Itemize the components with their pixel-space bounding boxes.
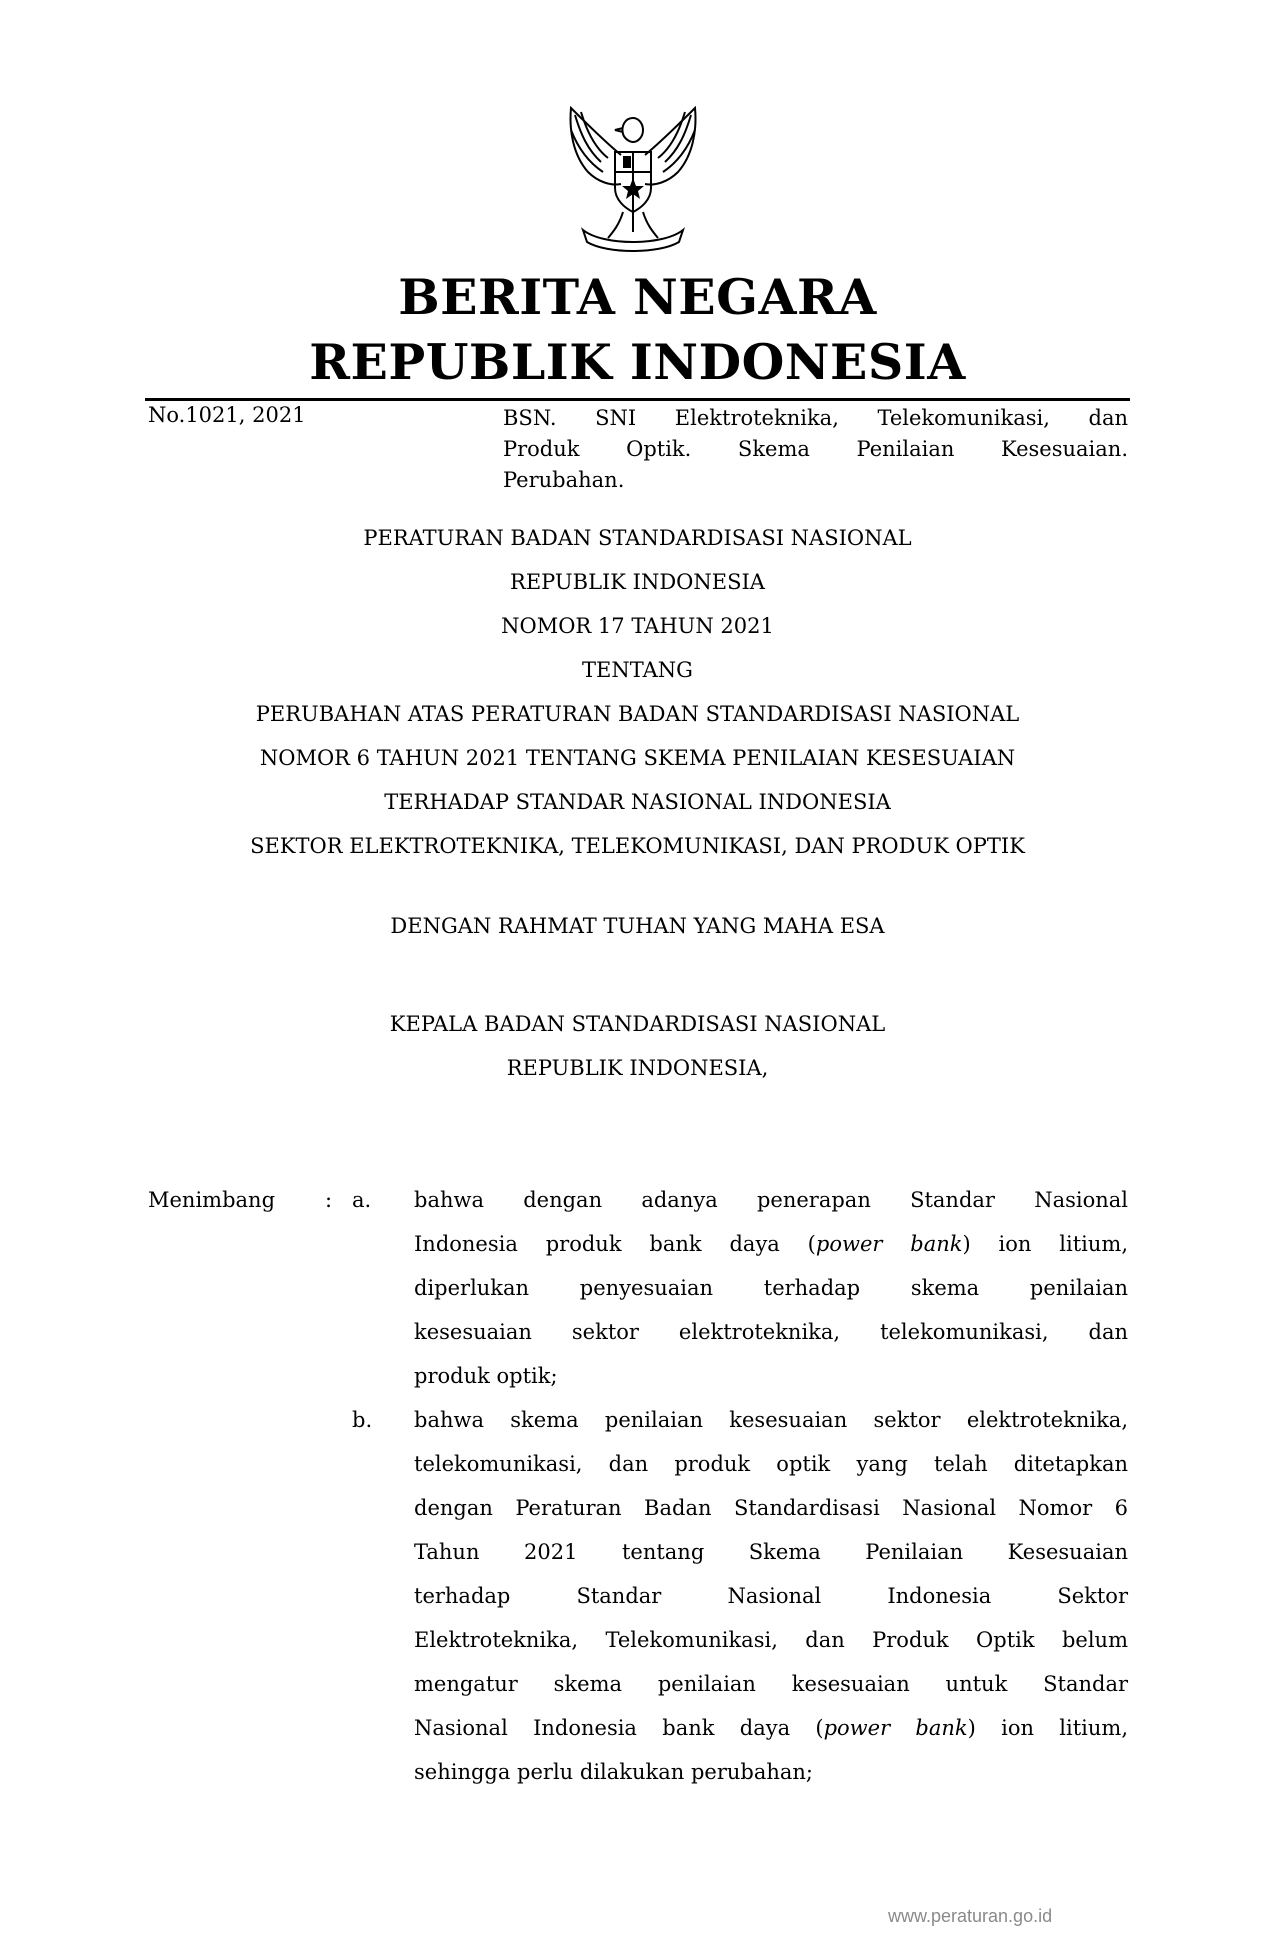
item-line: bahwa dengan adanya penerapan Standar Nasional xyxy=(414,1188,1128,1212)
item-line: Indonesia produk bank daya (power bank) ion litium, xyxy=(414,1232,1128,1256)
invocation xyxy=(0,904,1275,948)
considering-colon: : xyxy=(325,1188,333,1212)
considering-label: Menimbang xyxy=(148,1188,276,1212)
item-line: Tahun 2021 tentang Skema Penilaian Kesesuaian xyxy=(414,1540,1128,1564)
title-line: REPUBLIK INDONESIA xyxy=(510,570,765,594)
authority-line: KEPALA BADAN STANDARDISASI NASIONAL xyxy=(389,1012,886,1036)
title-line: NOMOR 6 TAHUN 2021 TENTANG SKEMA PENILAIAN KESESUAIAN xyxy=(259,746,1016,770)
item-text-a xyxy=(414,1178,1128,1398)
item-line: diperlukan penyesuaian terhadap skema penilaian xyxy=(414,1276,1128,1300)
item-line: bahwa skema penilaian kesesuaian sektor elektroteknika, xyxy=(414,1408,1128,1432)
masthead-subtitle: REPUBLIK INDONESIA xyxy=(309,333,966,391)
title-line: TENTANG xyxy=(582,658,693,682)
title-line: PERUBAHAN ATAS PERATURAN BADAN STANDARDISASI NASIONAL xyxy=(255,702,1020,726)
item-line: kesesuaian sektor elektroteknika, telekomunikasi, dan xyxy=(414,1320,1128,1344)
masthead-rule xyxy=(145,398,1130,401)
subject-line: Perubahan. xyxy=(503,468,625,492)
authority xyxy=(0,1002,1275,1090)
gazette-number: No.1021, 2021 xyxy=(148,403,306,427)
garuda-emblem-icon xyxy=(553,100,713,255)
item-marker-b: b. xyxy=(352,1408,373,1432)
authority-line: REPUBLIK INDONESIA, xyxy=(506,1056,769,1080)
item-line: telekomunikasi, dan produk optik yang telah ditetapkan xyxy=(414,1452,1128,1476)
item-text-b xyxy=(414,1398,1128,1794)
item-line: produk optik; xyxy=(414,1364,558,1388)
item-line: dengan Peraturan Badan Standardisasi Nasional Nomor 6 xyxy=(414,1496,1128,1520)
title-line: PERATURAN BADAN STANDARDISASI NASIONAL xyxy=(363,526,912,550)
subject-line: Produk Optik. Skema Penilaian Kesesuaian. xyxy=(503,437,1128,461)
title-line: SEKTOR ELEKTROTEKNIKA, TELEKOMUNIKASI, DAN PRODUK OPTIK xyxy=(250,834,1025,858)
regulation-title xyxy=(0,516,1275,868)
item-line: mengatur skema penilaian kesesuaian untuk Standar xyxy=(414,1672,1128,1696)
item-line: Elektroteknika, Telekomunikasi, dan Produk Optik belum xyxy=(414,1628,1128,1652)
item-line: sehingga perlu dilakukan perubahan; xyxy=(414,1760,814,1784)
masthead-title: BERITA NEGARA xyxy=(398,268,877,326)
gazette-subject xyxy=(503,403,1128,496)
item-line: Nasional Indonesia bank daya (power bank) ion litium, xyxy=(414,1716,1129,1740)
title-line: TERHADAP STANDAR NASIONAL INDONESIA xyxy=(384,790,891,814)
title-line: NOMOR 17 TAHUN 2021 xyxy=(501,614,774,638)
subject-line: BSN. SNI Elektroteknika, Telekomunikasi, dan xyxy=(503,406,1128,430)
item-marker-a: a. xyxy=(352,1188,372,1212)
footer-url[interactable]: www.peraturan.go.id xyxy=(888,1906,1053,1926)
item-line: terhadap Standar Nasional Indonesia Sektor xyxy=(414,1584,1128,1608)
invocation-line: DENGAN RAHMAT TUHAN YANG MAHA ESA xyxy=(390,914,885,938)
